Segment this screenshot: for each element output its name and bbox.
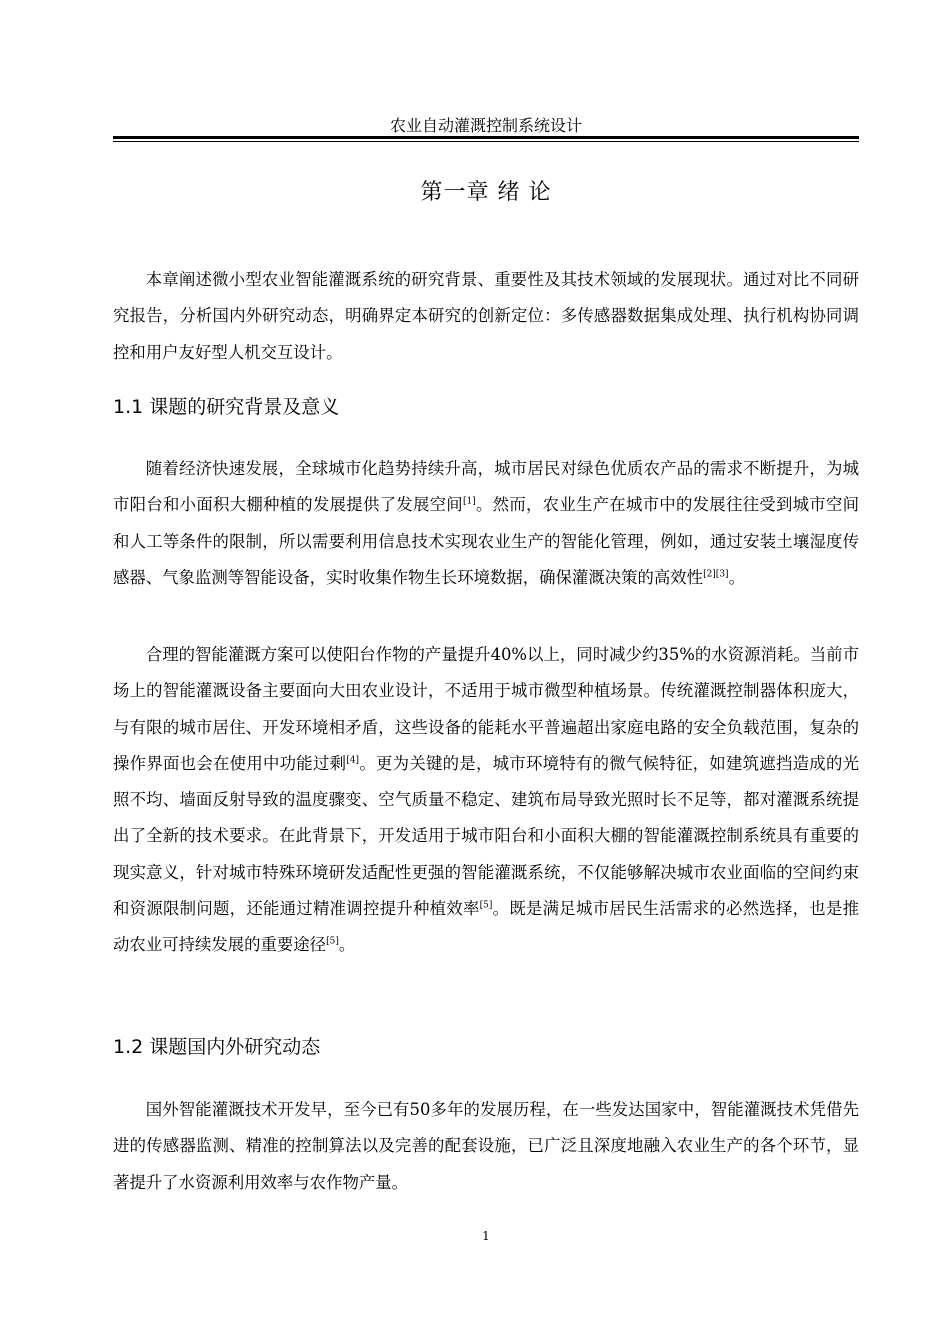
intro-paragraph: 本章阐述微小型农业智能灌溉系统的研究背景、重要性及其技术领域的发展现状。通过对比不同研究报告，分析国内外研究动态，明确界定本研究的创新定位：多传感器数据集成处理、执行机构协同调控和用户友好型人机交互设计。: [113, 270, 859, 362]
citation: [1]: [462, 496, 476, 507]
section-1-1-paragraph-1: [113, 451, 859, 596]
paragraph-text: 合理的智能灌溉方案可以使阳台作物的产量提升40%以上，同时减少约35%的水资源消耗。当前市场上的智能灌溉设备主要面向大田农业设计，不适用于城市微型种植场景。传统灌溉控制器体积庞大，与有限的城市居住、开发环境相矛盾，这些设备的能耗水平普遍超出家庭电路的安全负载范围，复杂的操作界面也会在使用中功能过剩: [113, 645, 859, 773]
page-number: 1: [482, 1229, 490, 1243]
paragraph-text: 。更为关键的是，城市环境特有的微气候特征，如建筑遮挡造成的光照不均、墙面反射导致的温度骤变、空气质量不稳定、建筑布局导致光照时长不足等，都对灌溉系统提出了全新的技术要求。在此背景下，开发适用于城市阳台和小面积大棚的智能灌溉控制系统具有重要的现实意义，针对城市特殊环境研发适配性更强的智能灌溉系统，不仅能够解决城市农业面临的空间约束和资源限制问题，还能通过精准调控提升种植效率: [113, 753, 860, 919]
citation: [5]: [479, 900, 493, 911]
citation: [5]: [326, 936, 339, 947]
paragraph-text: 。然而，农业生产在城市中的发展往往受到城市空间和人工等条件的限制，所以需要利用信息技术实现农业生产的智能化管理，例如，通过安装土壤湿度传感器、气象监测等智能设备，实时收集作物生长环境数据，确保灌溉决策的高效性: [113, 495, 860, 587]
citation: [2][3]: [703, 569, 729, 580]
paragraph-text: 。: [338, 935, 356, 955]
paragraph-text: 。: [728, 567, 745, 587]
section-heading-1-1: 1.1 课题的研究背景及意义: [113, 396, 340, 418]
chapter-title: 第一章 绪 论: [420, 180, 552, 205]
paragraph-text: 随着经济快速发展，全球城市化趋势持续升高，城市居民对绿色优质农产品的需求不断提升，为城市阳台和小面积大棚种植的发展提供了发展空间: [113, 459, 859, 515]
header-rule-thick: [113, 136, 859, 139]
citation: [4]: [346, 755, 360, 766]
section-1-1-paragraph-2: [113, 637, 859, 964]
header-rule-thin: [113, 141, 859, 142]
section-1-2-paragraph-1: 国外智能灌溉技术开发早，至今已有50多年的发展历程，在一些发达国家中，智能灌溉技术凭借先进的传感器监测、精准的控制算法以及完善的配套设施，已广泛且深度地融入农业生产的各个环节，显著提升了水资源利用效率与农作物产量。: [113, 1100, 859, 1192]
running-header: 农业自动灌溉控制系统设计: [389, 116, 582, 135]
paragraph-text: 。既是满足城市居民生活需求的必然选择，也是推动农业可持续发展的重要途径: [113, 899, 859, 955]
section-heading-1-2: 1.2 课题国内外研究动态: [113, 1036, 321, 1058]
